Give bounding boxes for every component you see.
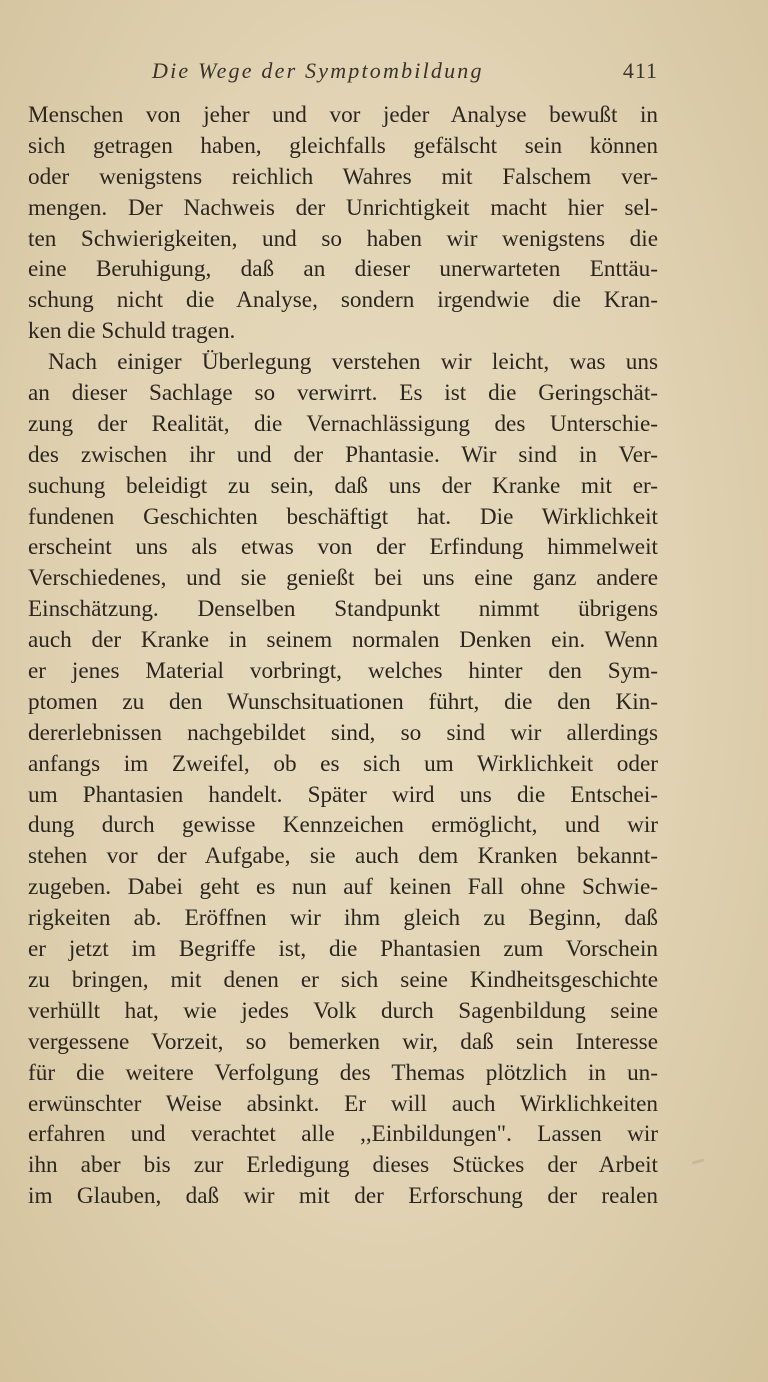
text-line: er jetzt im Begriffe ist, die Phantasien zum Vorschein	[28, 936, 658, 963]
text-line: im Glauben, daß wir mit der Erforschung der realen	[28, 1183, 658, 1210]
text-line: suchung beleidigt zu sein, daß uns der Kranke mit er-	[28, 472, 658, 499]
text-line: mengen. Der Nachweis der Unrichtigkeit macht hier sel-	[28, 194, 658, 221]
paper-speck	[692, 1158, 704, 1164]
text-line: ihn aber bis zur Erledigung dieses Stückes der Arbeit	[28, 1152, 658, 1179]
text-line: erwünschter Weise absinkt. Er will auch Wirklichkeiten	[28, 1090, 658, 1117]
text-line: zugeben. Dabei geht es nun auf keinen Fall ohne Schwie-	[28, 874, 658, 901]
text-line: zu bringen, mit denen er sich seine Kindheitsgeschichte	[28, 966, 658, 993]
text-line: Verschiedenes, und sie genießt bei uns eine ganz andere	[28, 565, 658, 592]
text-line: er jenes Material vorbringt, welches hinter den Sym-	[28, 658, 658, 685]
text-line: zung der Realität, die Vernachlässigung des Unterschie-	[28, 410, 658, 437]
text-line: anfangs im Zweifel, ob es sich um Wirklichkeit oder	[28, 750, 658, 777]
text-line: dererlebnissen nachgebildet sind, so sind wir allerdings	[28, 719, 658, 746]
paragraph-end-line: ken die Schuld tragen.	[28, 318, 236, 345]
text-line: ten Schwierigkeiten, und so haben wir wenigstens die	[28, 225, 658, 252]
text-line: fundenen Geschichten beschäftigt hat. Die Wirklichkeit	[28, 503, 658, 530]
text-line: um Phantasien handelt. Später wird uns die Entschei-	[28, 781, 658, 808]
text-line: erscheint uns als etwas von der Erfindung himmelweit	[28, 534, 658, 561]
text-line: auch der Kranke in seinem normalen Denken ein. Wenn	[28, 627, 658, 654]
text-line: oder wenigstens reichlich Wahres mit Falschem ver-	[28, 163, 658, 190]
running-head: Die Wege der Symptombildung	[152, 58, 484, 83]
text-line: rigkeiten ab. Eröffnen wir ihm gleich zu Beginn, daß	[28, 905, 658, 932]
page-number: 411	[622, 58, 658, 83]
text-line: für die weitere Verfolgung des Themas plötzlich in un-	[28, 1059, 658, 1086]
text-line: schung nicht die Analyse, sondern irgendwie die Kran-	[28, 287, 658, 314]
text-line: sich getragen haben, gleichfalls gefälscht sein können	[28, 132, 658, 159]
text-line: ptomen zu den Wunschsituationen führt, die den Kin-	[28, 688, 658, 715]
page-header	[28, 58, 658, 94]
text-line: dung durch gewisse Kennzeichen ermöglicht, und wir	[28, 812, 658, 839]
text-line: stehen vor der Aufgabe, sie auch dem Kranken bekannt-	[28, 843, 658, 870]
text-line: des zwischen ihr und der Phantasie. Wir sind in Ver-	[28, 441, 658, 468]
body-text	[28, 100, 658, 1212]
text-line: verhüllt hat, wie jedes Volk durch Sagenbildung seine	[28, 997, 658, 1024]
text-line: vergessene Vorzeit, so bemerken wir, daß sein Interesse	[28, 1028, 658, 1055]
text-line: eine Beruhigung, daß an dieser unerwarteten Enttäu-	[28, 256, 658, 283]
text-line: Einschätzung. Denselben Standpunkt nimmt übrigens	[28, 596, 658, 623]
text-line: erfahren und verachtet alle ,,Einbildungen". Lassen wir	[28, 1121, 658, 1148]
text-line: Menschen von jeher und vor jeder Analyse bewußt in	[28, 102, 658, 128]
paragraph-start-line: Nach einiger Überlegung verstehen wir leicht, was uns	[48, 349, 658, 376]
text-line: an dieser Sachlage so verwirrt. Es ist die Geringschät-	[28, 380, 658, 407]
